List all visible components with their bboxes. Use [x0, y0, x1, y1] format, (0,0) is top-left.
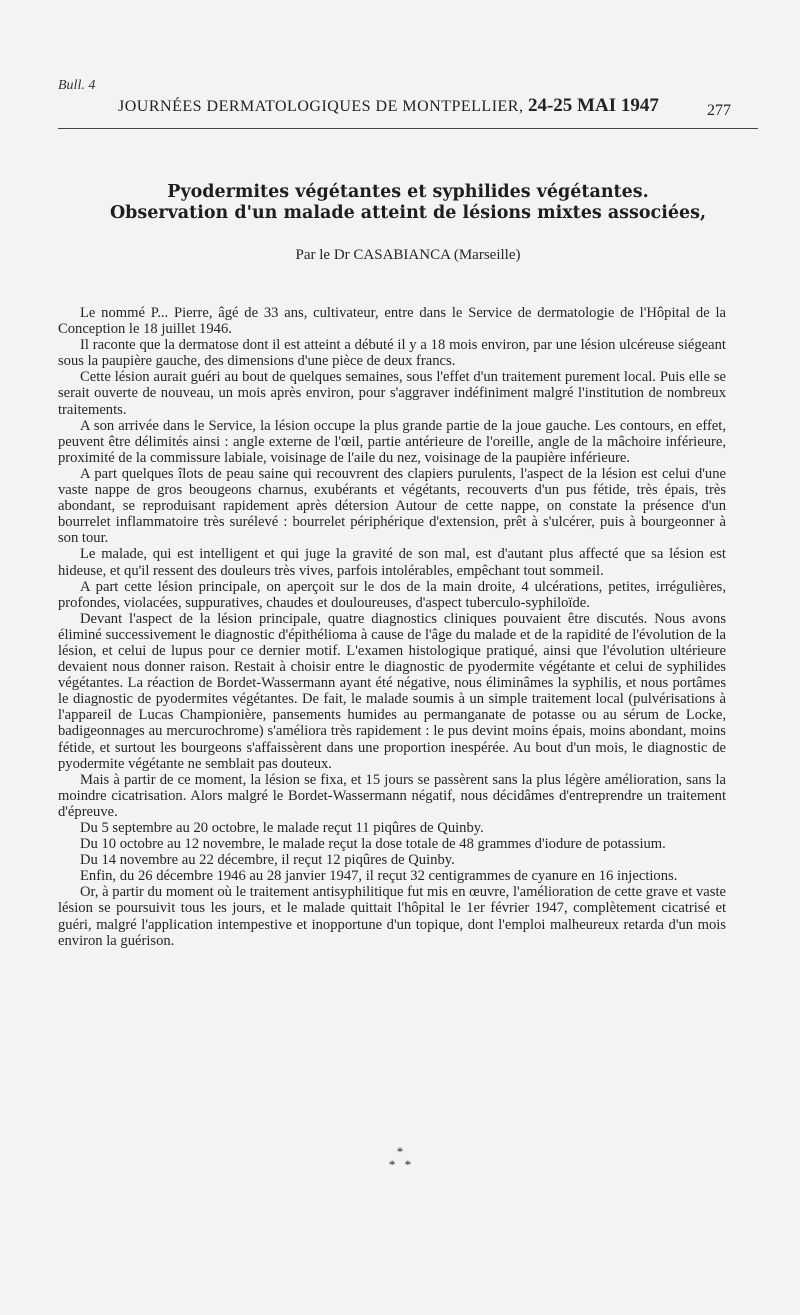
journal-name: JOURNÉES DERMATOLOGIQUES DE MONTPELLIER,: [118, 98, 524, 115]
separator-star-top: *: [396, 1144, 404, 1159]
header-rule: [58, 128, 758, 129]
paragraph: Il raconte que la dermatose dont il est atteint a débuté il y a 18 mois environ, par une lésion ulcéreuse siégeant sous la paupière gauche, des dimensions d'une pièce de deux francs.: [58, 337, 726, 370]
article-title-line-2: Observation d'un malade atteint de lésions mixtes associées,: [109, 203, 707, 223]
paragraph: Mais à partir de ce moment, la lésion se fixa, et 15 jours se passèrent sans la plus légère amélioration, sans la moindre cicatrisation. Alors malgré le Bordet-Wassermann négatif, nous décidâmes d'entreprendre un traitement d'épreuve.: [58, 771, 726, 820]
paragraph: Le malade, qui est intelligent et qui juge la gravité de son mal, est d'autant plus affecté que sa lésion est hideuse, et qu'il ressent des douleurs très vives, parfois intolérables, empêchant tout sommeil.: [58, 546, 726, 579]
article-title-line-1: Pyodermites végétantes et syphilides végétantes.: [167, 182, 649, 202]
paragraph: Devant l'aspect de la lésion principale, quatre diagnostics cliniques pouvaient être discutés. Nous avons éliminé successivement le diagnostic d'épithélioma à cause de l'âge du malade et de la rapidité de l'évolution de la lésion, et celui de lupus pour ce dernier motif. L'examen histologique pratiqué, ainsi que l'évolution ultérieure devaient nous donner raison. Restait à choisir entre le diagnostic de pyodermite végétante et celui de syphilides végétantes. La réaction de Bordet-Wassermann ayant été négative, nous éliminâmes la syphilis, et nous portâmes le diagnostic de pyodermites végétantes. De fait, le malade soumis à un simple traitement local (pulvérisations à l'appareil de Lucas Championière, pansements humides au permanganate de potasse ou au sérum de Locke, badigeonnages au mercurochrome) s'améliora très rapidement : le pus devint moins épais, moins abondant, moins fétide, et surtout les bourgeons s'affaissèrent dans une proportion inespérée. Au bout d'un mois, le diagnostic de pyodermite végétante ne semblait pas douteux.: [58, 610, 726, 772]
paragraph: A part cette lésion principale, on aperçoit sur le dos de la main droite, 4 ulcérations, petites, irrégulières, profondes, violacées, suppuratives, chaudes et douloureuses, d'aspect tuberculo-syphiloïde.: [58, 578, 726, 611]
paragraph: Le nommé P... Pierre, âgé de 33 ans, cultivateur, entre dans le Service de dermatologie de l'Hôpital de la Conception le 18 juillet 1946.: [58, 305, 726, 338]
running-header: [118, 95, 758, 117]
paragraph: Or, à partir du moment où le traitement antisyphilitique fut mis en œuvre, l'amélioration de cette grave et vaste lésion se poursuivit tous les jours, et le malade quittait l'hôpital le 1er février 1947, complètement cicatrisé et guéri, malgré l'application intempestive et inopportune d'un topique, dont l'emploi malheureux retarda d'un mois environ la guérison.: [58, 884, 726, 949]
paragraph: Du 14 novembre au 22 décembre, il reçut 12 piqûres de Quinby.: [80, 852, 455, 869]
article-byline: Par le Dr CASABIANCA (Marseille): [295, 247, 521, 263]
bulletin-number: Bull. 4: [58, 78, 96, 93]
paragraph: A son arrivée dans le Service, la lésion occupe la plus grande partie de la joue gauche. Les contours, en effet, peuvent être délimités ainsi : angle externe de l'œil, partie antérieure de l'oreille, angle de la mâchoire inférieure, proximité de la commissure labiale, voisinage de l'aile du nez, voisinage de la paupière inférieure.: [58, 417, 726, 466]
separator-stars-bottom: * *: [388, 1157, 412, 1172]
paragraph: A part quelques îlots de peau saine qui recouvrent des clapiers purulents, l'aspect de la lésion est celui d'une vaste nappe de gros beougeons charnus, exubérants et végétants, recouverts d'un pus fétide, très épais, très abondant, se reproduisant rapidement après détersion Autour de cette nappe, on constate la présence d'un bourrelet inflammatoire très surélevé : bourrelet périphérique d'extension, prêt à s'ulcérer, puis à bourgeonner à son tour.: [58, 465, 726, 547]
paragraph: Du 10 octobre au 12 novembre, le malade reçut la dose totale de 48 grammes d'iodure de potassium.: [80, 836, 666, 853]
paragraph: Du 5 septembre au 20 octobre, le malade reçut 11 piqûres de Quinby.: [80, 820, 484, 836]
section-separator: [0, 1145, 800, 1171]
paragraph: Cette lésion aurait guéri au bout de quelques semaines, sous l'effet d'un traitement purement local. Puis elle se serait ouverte de nouveau, un mois après environ, pour s'aggraver indéfiniment malgré l'institution de nombreux traitements.: [58, 369, 726, 418]
article-body: [58, 305, 726, 949]
paragraph: Enfin, du 26 décembre 1946 au 28 janvier 1947, il reçut 32 centigrammes de cyanure en 16 injections.: [80, 868, 678, 885]
page-number: 277: [707, 102, 731, 119]
journal-date: 24-25 MAI 1947: [527, 95, 659, 116]
